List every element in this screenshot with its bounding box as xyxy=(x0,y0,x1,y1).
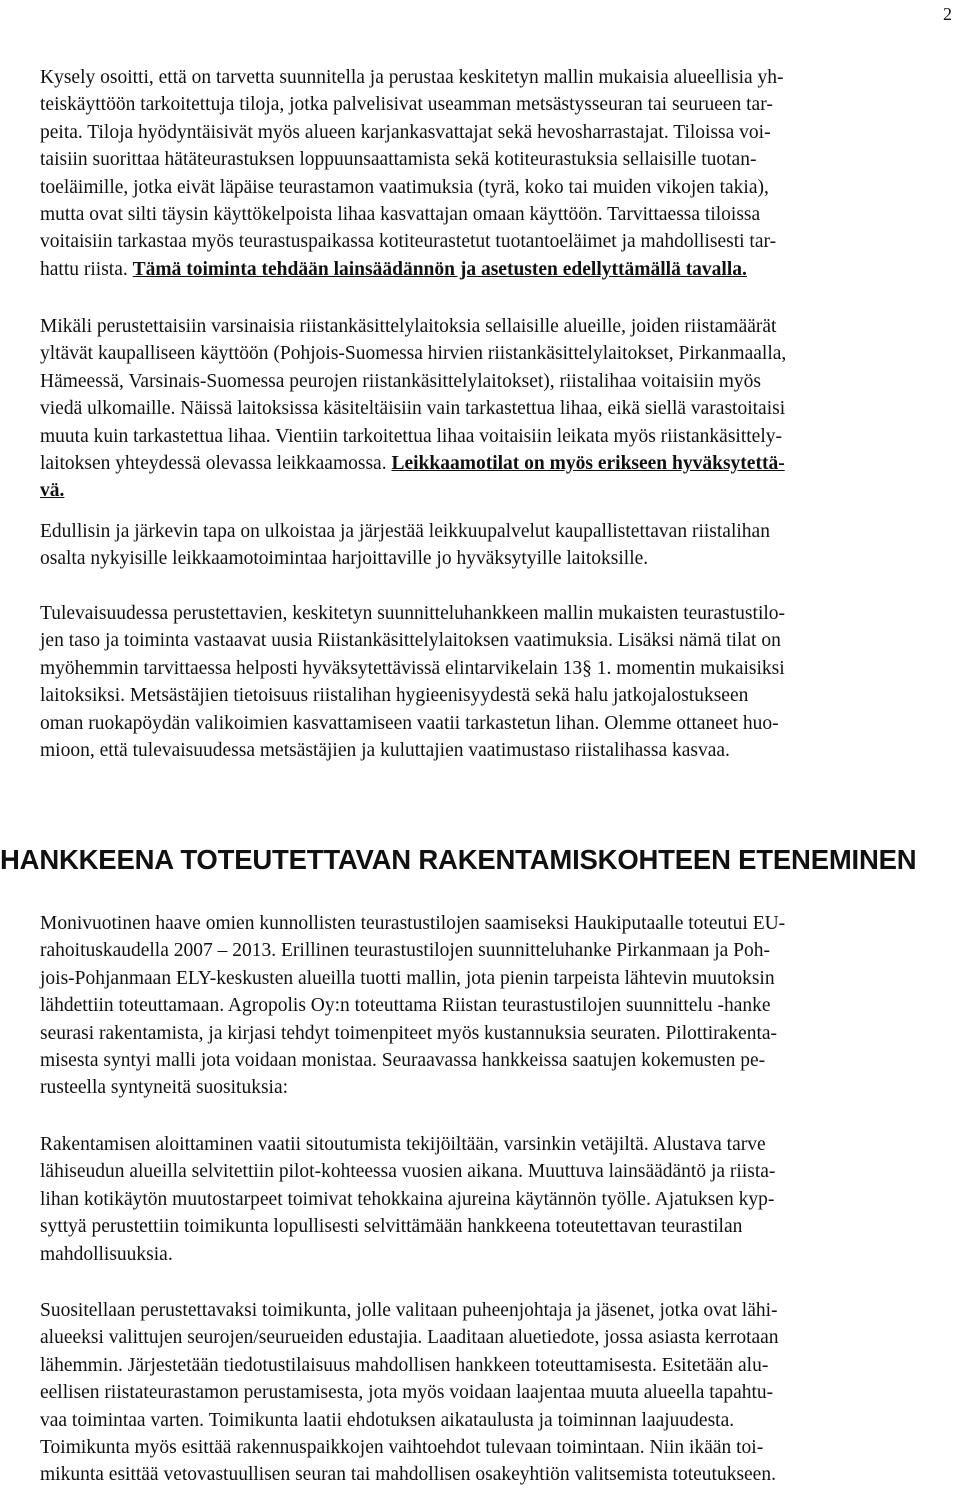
paragraph-project-background: Monivuotinen haave omien kunnollisten teurastustilojen saamiseksi Haukiputaalle toteutui EU- rahoituskaudella 2007 – 2013. Erillinen teurastustilojen suunnitteluhanke Pirkanmaan ja Poh- jois-Pohjanmaan ELY-keskusten alueilla tuotti mallin, jota pienin tarpeista lähtevin muutoksin lähdettiin toteuttamaan. Agropolis Oy:n toteuttama Riistan teurastustilojen suunnittelu -hanke seurasi rakentamista, ja kirjasi tehdyt toimenpiteet myös kustannuksia seuraten. Pilottirakenta- misesta syntyi malli jota voidaan monistaa. Seuraavassa hankkeissa saatujen kokemusten pe- rusteella syntyneitä suosituksia: xyxy=(40,913,786,1099)
paragraph-future-facilities: Tulevaisuudessa perustettavien, keskitetyn suunnitteluhankkeen mallin mukaisten teurastustilo- jen taso ja toiminta vastaavat uusia Riistankäsittelylaitoksen vaatimuksia. Lisäksi nämä tilat on myöhemmin tarvittaessa helposti hyväksytettävissä elintarvikelain 13§ 1. momentin mukaisiksi laitoksiksi. Metsästäjien tietoisuus riistalihan hygieenisyydestä sekä halu jatkojalostukseen oman ruokapöydän valikoimien kasvattamiseen vaatii tarkastetun lihan. Olemme ottaneet huo- mioon, että tulevaisuudessa metsästäjien ja kuluttajien vaatimustaso riistalihassa kasvaa. xyxy=(40,603,786,762)
paragraph-shared-facilities xyxy=(40,64,952,283)
paragraph-text: Mikäli perustettaisiin varsinaisia riistankäsittelylaitoksia sellaisille alueille, joiden riistamäärät yltävät kaupalliseen käyttöön (Pohjois-Suomessa hirvien riistankäsittelylaitokset, Pirkanmaalla, Hämeessä, Varsinais-Suomessa peurojen riistankäsittelylaitokset), riistalihaa voitaisiin myös viedä ulkomaille. Näissä laitoksissa käsiteltäisiin vain tarkastettua lihaa, eikä siellä varastoitaisi muuta kuin tarkastettua lihaa. Vientiin tarkoitettua lihaa voitaisiin leikata myös riistankäsittely- laitoksen yhteydessä olevassa leikkaamossa. xyxy=(40,316,787,475)
section-heading: HANKKEENA TOTEUTETTAVAN RAKENTAMISKOHTEEN ETENEMINEN xyxy=(0,844,917,875)
paragraph-start-of-construction: Rakentamisen aloittaminen vaatii sitoutumista tekijöiltään, varsinkin vetäjiltä. Alustava tarve lähiseudun alueilla selvitettiin pilot-kohteessa vuosien aikana. Muuttuva lainsäädäntö ja riista- lihan kotikäytön muutostarpeet toimivat tehokkaina ajureina käytännön työlle. Ajatuksen kyp- syttyä perustettiin toimikunta lopullisesti selvittämään hankkeena toteutettavan teurastilan mahdollisuuksia. xyxy=(40,1134,776,1265)
paragraph-processing-plants xyxy=(40,313,952,505)
paragraph-text: Kysely osoitti, että on tarvetta suunnitella ja perustaa keskitetyn mallin mukaisia alueellisia yh- teiskäyttöön tarkoitettuja tiloja, jotka palvelisivat useamman metsästysseuran tai seurueen tar- peita. Tiloja hyödyntäisivät myös alueen karjankasvattajat sekä hevosharrastajat. Tiloissa voi- taisiin suorittaa hätäteurastuksen loppuunsaattamista sekä kotiteurastuksia sellaisille tuotan- toeläimille, jotka eivät läpäise teurastamon vaatimuksia (tyrä, koko tai muiden vikojen takia), mutta ovat silti täysin käyttökelpoista lihaa kasvattajan omaan käyttöön. Tarvittaessa tiloissa voitaisiin tarkastaa myös teurastuspaikassa kotiteurastetut tuotantoeläimet ja mahdollisesti tar- hattu riista. xyxy=(40,67,784,280)
emphasis-cutting-room-approval: Leikkaamotilat on myös erikseen hyväksytettä- vä. xyxy=(40,453,785,502)
paragraph-outsourcing: Edullisin ja järkevin tapa on ulkoistaa ja järjestää leikkuupalvelut kaupallistettavan riistalihan osalta nykyisille leikkaamotoimintaa harjoittaville jo hyväksytyille laitoksille. xyxy=(40,521,770,570)
page-number: 2 xyxy=(943,4,952,24)
emphasis-legal-compliance: Tämä toiminta tehdään lainsäädännön ja asetusten edellyttämällä tavalla. xyxy=(132,258,747,280)
paragraph-committee-recommendation: Suositellaan perustettavaksi toimikunta, jolle valitaan puheenjohtaja ja jäsenet, jotka ovat lähi- alueeksi valittujen seurojen/seurueiden edustajia. Laaditaan aluetiedote, jossa asiasta kerrotaan lähemmin. Järjestetään tiedotustilaisuus mahdollisen hankkeen toteuttamisesta. Esitetään alu- eellisen riistateurastamon perustamisesta, jota myös voidaan laajentaa muuta alueella tapahtu- vaa toimintaa varten. Toimikunta laatii ehdotuksen aikataulusta ja toiminnan laajuudesta. Toimikunta myös esittää rakennuspaikkojen vaihtoehdot tulevaan toimintaan. Niin ikään toi- mikunta esittää vetovastuullisen seuran tai mahdollisen osakeyhtiön valitsemista toteutukseen. xyxy=(40,1300,779,1486)
